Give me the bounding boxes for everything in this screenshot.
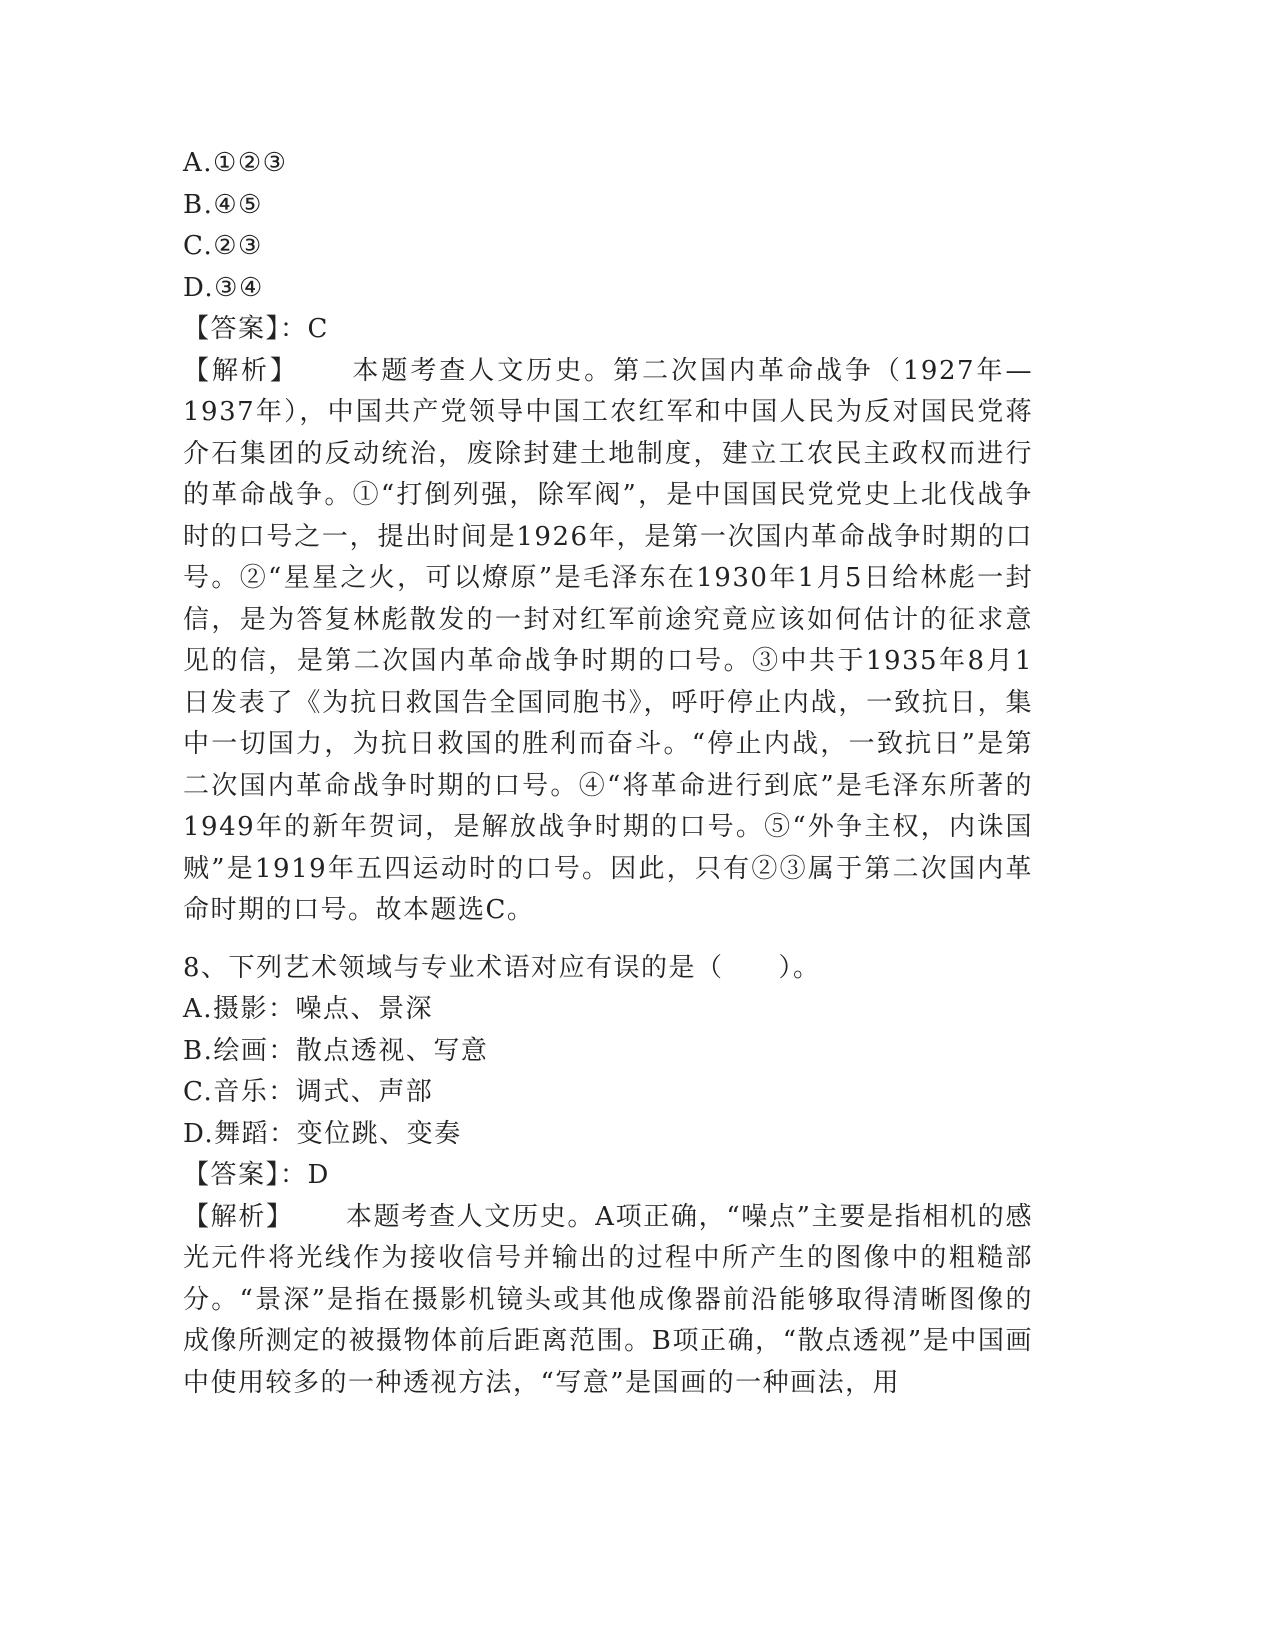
option-a: A.摄影：噪点、景深 — [183, 994, 434, 1024]
analysis-text: 本题考查人文历史。第二次国内革命战争（1927年—1937年），中国共产党领导中国工农红军和中国人民为反对国民党蒋介石集团的反动统治，废除封建土地制度，建立工农民主政权而进行的革命战争。①“打倒列强，除军阀”，是中国国民党党史上北伐战争时的口号之一，提出时间是1926年，是第一次国内革命战争时期的口号。②“星星之火，可以燎原”是毛泽东在1930年1月5日给林彪一封信，是为答复林彪散发的一封对红军前途究竟应该如何估计的征求意见的信，是第二次国内革命战争时期的口号。③中共于1935年8月1日发表了《为抗日救国告全国同胞书》，呼吁停止内战，一致抗日，集中一切国力，为抗日救国的胜利而奋斗。“停止内战，一致抗日”是第二次国内革命战争时期的口号。④“将革命进行到底”是毛泽东所著的1949年的新年贺词，是解放战争时期的口号。⑤“外争主权，内诛国贼”是1919年五四运动时的口号。因此，只有②③属于第二次国内革命时期的口号。故本题选C。 — [183, 355, 1033, 925]
option-d: D.舞蹈：变位跳、变奏 — [183, 1118, 462, 1149]
option-b: B.绘画：散点透视、写意 — [183, 1035, 489, 1066]
answer-label: 【答案】 — [183, 314, 281, 344]
answer-label: 【答案】 — [183, 1160, 281, 1190]
option-c: C.音乐：调式、声部 — [183, 1077, 434, 1107]
document-page — [183, 143, 1033, 1404]
analysis-paragraph — [183, 1197, 1033, 1405]
analysis-label: 【解析】 — [183, 355, 299, 386]
answer-line — [183, 309, 1033, 351]
option-d: D.③④ — [183, 272, 264, 303]
option-c: C.②③ — [183, 231, 263, 261]
analysis-paragraph — [183, 351, 1033, 932]
question-7-block — [183, 143, 1033, 932]
question-8-block — [183, 948, 1033, 1405]
option-b: B.④⑤ — [183, 189, 263, 220]
analysis-label: 【解析】 — [183, 1201, 294, 1232]
option-a: A.①②③ — [183, 148, 288, 178]
answer-value: ：D — [280, 1160, 330, 1190]
analysis-text: 本题考查人文历史。A项正确，“噪点”主要是指相机的感光元件将光线作为接收信号并输出的过程中所产生的图像中的粗糙部分。“景深”是指在摄影机镜头或其他成像器前沿能够取得清晰图像的成像所测定的被摄物体前后距离范围。B项正确，“散点透视”是中国画中使用较多的一种透视方法，“写意”是国画的一种画法，用 — [183, 1201, 1033, 1398]
answer-value: ：C — [280, 314, 329, 344]
answer-line — [183, 1155, 1033, 1197]
question-stem: 8、下列艺术领域与专业术语对应有误的是（ ）。 — [183, 952, 821, 983]
